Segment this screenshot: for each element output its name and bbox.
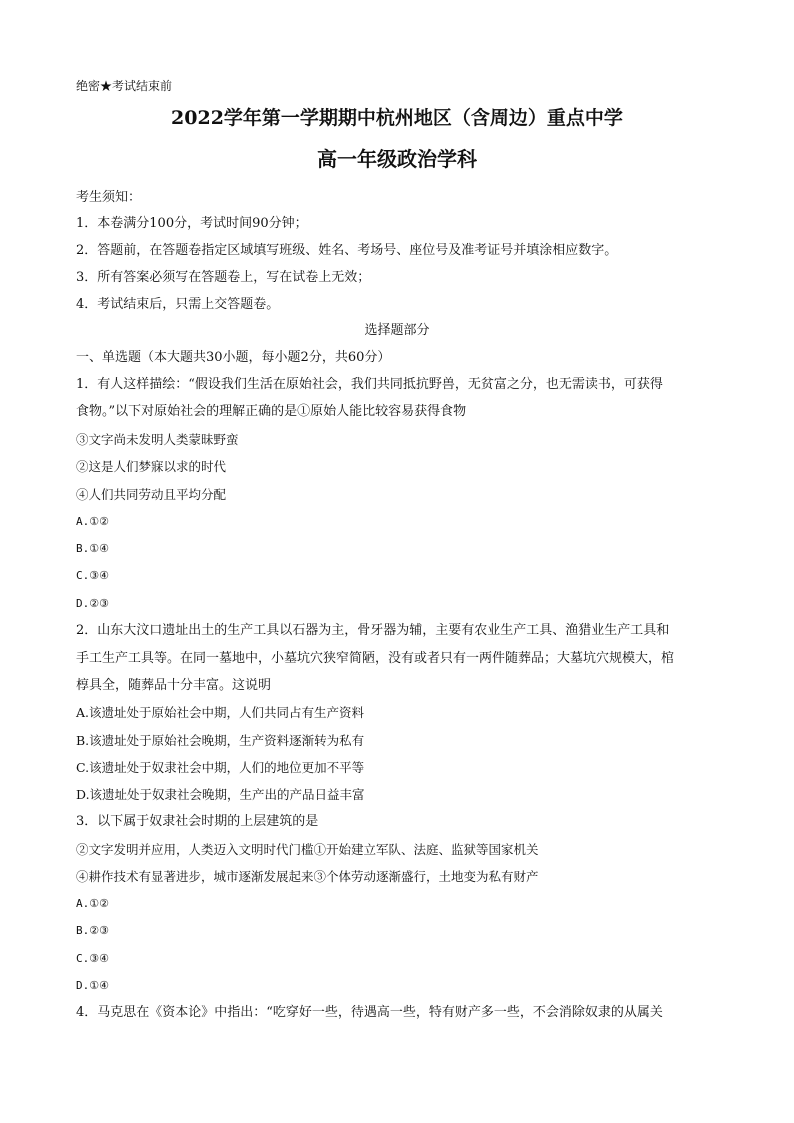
- instruction-item: 1．本卷满分100分，考试时间90分钟；: [76, 216, 308, 231]
- exam-subtitle: 高一年级政治学科: [317, 147, 477, 171]
- instruction-item: 4．考试结束后，只需上交答题卷。: [76, 297, 280, 312]
- question-line: 椁具全，随葬品十分丰富。这说明: [76, 678, 272, 693]
- answer-option: A.该遗址处于原始社会中期，人们共同占有生产资料: [76, 705, 365, 720]
- question-line: ④耕作技术有显著进步，城市逐渐发展起来③个体劳动逐渐盛行，土地变为私有财产: [76, 869, 539, 884]
- confidential-label: 绝密★考试结束前: [76, 79, 173, 93]
- exam-title: 2022学年第一学期期中杭州地区（含周边）重点中学: [171, 107, 623, 129]
- question-line: ②这是人们梦寐以求的时代: [76, 459, 227, 474]
- question-line: 手工生产工具等。在同一墓地中，小墓坑穴狭窄简陋，没有或者只有一两件随葬品；大墓坑穴规模大，棺: [76, 651, 675, 666]
- answer-option: B.②③: [76, 924, 109, 937]
- answer-option: B.①④: [76, 542, 109, 555]
- answer-option: C.③④: [76, 952, 109, 965]
- instruction-item: 2．答题前，在答题卷指定区域填写班级、姓名、考场号、座位号及准考证号并填涂相应数字。: [76, 243, 618, 258]
- answer-option: C.③④: [76, 569, 109, 582]
- answer-option: A.①②: [76, 515, 109, 528]
- section-title: 选择题部分: [364, 323, 430, 338]
- question-line: ④人们共同劳动且平均分配: [76, 487, 227, 502]
- answer-option: D.该遗址处于奴隶社会晚期，生产出的产品日益丰富: [76, 787, 365, 802]
- question-line: 3．以下属于奴隶社会时期的上层建筑的是: [76, 814, 319, 829]
- answer-option: B.该遗址处于原始社会晚期，生产资料逐渐转为私有: [76, 733, 365, 748]
- part-heading: 一、单选题（本大题共30小题，每小题2分，共60分）: [76, 350, 391, 365]
- question-line: ③文字尚未发明人类蒙昧野蛮: [76, 432, 239, 447]
- answer-option: D.②③: [76, 597, 109, 610]
- question-line: ②文字发明并应用，人类迈入文明时代门槛①开始建立军队、法庭、监狱等国家机关: [76, 842, 539, 857]
- question-line: 2．山东大汶口遗址出土的生产工具以石器为主，骨牙器为辅，主要有农业生产工具、渔猎业生产工具和: [76, 623, 670, 638]
- question-line: 食物。”以下对原始社会的理解正确的是①原始人能比较容易获得食物: [76, 404, 467, 419]
- question-line: 1．有人这样描绘：“假设我们生活在原始社会，我们共同抵抗野兽，无贫富之分，也无需读书，可获得: [76, 377, 663, 392]
- answer-option: A.①②: [76, 897, 109, 910]
- instructions-heading: 考生须知：: [76, 190, 142, 205]
- question-line: 4．马克思在《资本论》中指出：“吃穿好一些，待遇高一些，特有财产多一些，不会消除奴隶的从属关: [76, 1005, 663, 1020]
- instruction-item: 3．所有答案必须写在答题卷上，写在试卷上无效；: [76, 270, 371, 285]
- answer-option: C.该遗址处于奴隶社会中期，人们的地位更加不平等: [76, 760, 365, 775]
- answer-option: D.①④: [76, 979, 109, 992]
